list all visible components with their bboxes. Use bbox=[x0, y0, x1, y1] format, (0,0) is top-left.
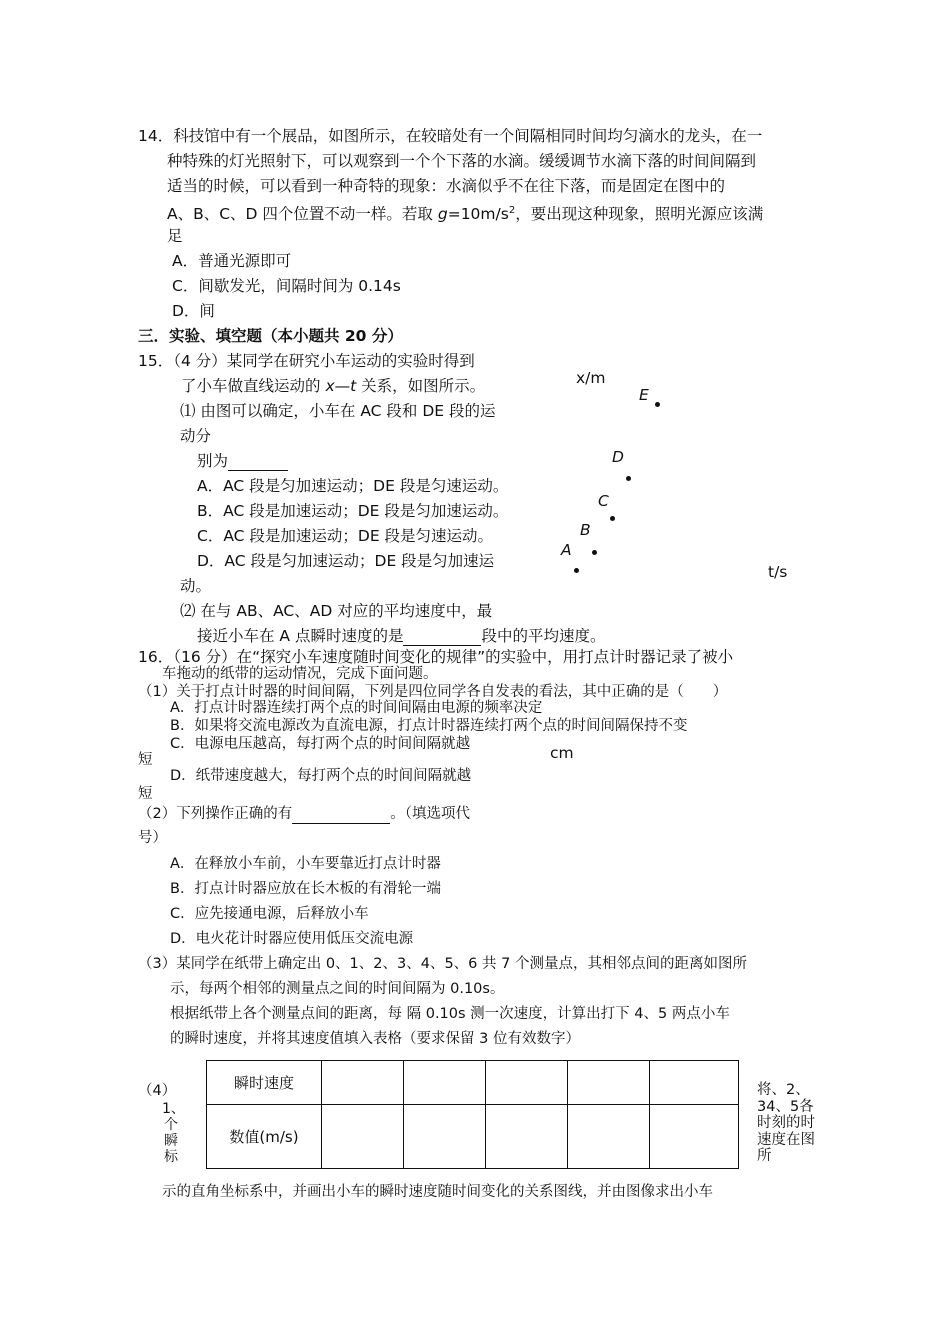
q16-line-1: 16．（16 分）在“探究小车速度随时间变化的规律”的实验中，用打点计时器记录了被小 bbox=[138, 648, 734, 666]
table-cell[interactable] bbox=[486, 1061, 568, 1105]
q15-option-a: A．AC 段是匀加速运动；DE 段是匀速运动。 bbox=[197, 477, 509, 495]
q16-p1-option-c: C．电源电压越高，每打两个点的时间间隔就越 bbox=[170, 736, 471, 752]
table-cell[interactable] bbox=[322, 1061, 404, 1105]
q16-part3-line-1: （3）某同学在纸带上确定出 0、1、2、3、4、5、6 共 7 个测量点，其相邻点间的距离如图所 bbox=[138, 956, 747, 972]
q16-part4-vertical: 1、个瞬标 bbox=[162, 1101, 185, 1165]
point-a bbox=[574, 568, 579, 573]
graph-y-label: x/m bbox=[576, 369, 606, 387]
q15-option-d-cont: 动。 bbox=[180, 577, 212, 595]
table-cell[interactable] bbox=[568, 1061, 650, 1105]
q16-p2-option-b: B．打点计时器应放在长木板的有滑轮一端 bbox=[170, 881, 441, 897]
answer-blank[interactable] bbox=[292, 807, 390, 824]
q15-part2-line-2: 接近小车在 A 点瞬时速度的是 段中的平均速度。 bbox=[197, 627, 606, 645]
point-d bbox=[626, 476, 631, 481]
q14-line-5: 足 bbox=[167, 227, 183, 245]
q14-option-d: D．间 bbox=[172, 302, 215, 320]
q15-line-1: 15．（4 分）某同学在研究小车运动的实验时得到 bbox=[138, 352, 475, 370]
point-a-label: A bbox=[561, 541, 572, 559]
answer-blank[interactable] bbox=[228, 454, 288, 471]
q14-line-1: 14．科技馆中有一个展品，如图所示，在较暗处有一个间隔相同时间均匀滴水的龙头，在一 bbox=[138, 127, 763, 145]
q15-option-b: B．AC 段是加速运动；DE 段是匀加速运动。 bbox=[197, 502, 509, 520]
table-cell[interactable] bbox=[322, 1105, 404, 1169]
q16-short-2: 短 bbox=[138, 786, 153, 802]
q16-p2-option-c: C．应先接通电源，后释放小车 bbox=[170, 906, 369, 922]
point-b bbox=[592, 550, 597, 555]
table-header-value: 数值(m/s) bbox=[207, 1105, 322, 1169]
point-e bbox=[655, 402, 660, 407]
q15-option-c: C．AC 段是加速运动；DE 段是匀速运动。 bbox=[197, 527, 494, 545]
q16-part4-last-line: 示的直角坐标系中，并画出小车的瞬时速度随时间变化的关系图线，并由图像求出小车 bbox=[162, 1184, 713, 1200]
q16-p1-option-a: A．打点计时器连续打两个点的时间间隔由电源的频率决定 bbox=[170, 700, 543, 716]
q16-part2-cont: 号） bbox=[138, 830, 167, 846]
q16-part3-line-4: 的瞬时速度，并将其速度值填入表格（要求保留 3 位有效数字） bbox=[170, 1031, 580, 1047]
q16-part1: （1）关于打点计时器的时间间隔，下列是四位同学各自发表的看法，其中正确的是（ ） bbox=[138, 684, 728, 700]
table-cell[interactable] bbox=[404, 1061, 486, 1105]
q15-part2-line-1: ⑵ 在与 AB、AC、AD 对应的平均速度中，最 bbox=[180, 602, 493, 620]
q15-part1-line-3: 别为 bbox=[197, 451, 288, 471]
q14-line-4: A、B、C、D 四个位置不动一样。若取 $g=10m/s^2$，要出现这种现象，照明光源应该满 bbox=[167, 205, 764, 224]
table-cell[interactable] bbox=[650, 1061, 739, 1105]
section-heading: 三．实验、填空题（本小题共 20 分） bbox=[138, 327, 403, 345]
point-c-label: C bbox=[598, 492, 609, 510]
q16-part2: （2）下列操作正确的有 。（填选项代 bbox=[138, 806, 470, 822]
point-e-label: E bbox=[639, 386, 649, 404]
q16-p1-option-d: D．纸带速度越大，每打两个点的时间间隔就越 bbox=[170, 768, 472, 784]
point-d-label: D bbox=[612, 448, 624, 466]
q15-part1-line-2: 动分 bbox=[180, 427, 212, 445]
q14-option-c: C．间歇发光，间隔时间为 0.14s bbox=[172, 277, 401, 295]
q14-line-2: 种特殊的灯光照射下，可以观察到一个个下落的水滴。缓缓调节水滴下落的时间间隔到 bbox=[167, 152, 757, 170]
table-cell[interactable] bbox=[650, 1105, 739, 1169]
point-b-label: B bbox=[580, 521, 591, 539]
velocity-table bbox=[206, 1060, 739, 1169]
table-cell[interactable] bbox=[568, 1105, 650, 1169]
answer-blank[interactable] bbox=[403, 629, 481, 646]
q15-part1-line-1: ⑴ 由图可以确定，小车在 AC 段和 DE 段的运 bbox=[180, 402, 496, 420]
table-cell[interactable] bbox=[486, 1105, 568, 1169]
q16-part4-label: （4） bbox=[138, 1083, 177, 1099]
q15-option-d: D．AC 段是匀加速运动；DE 段是匀加速运 bbox=[197, 552, 495, 570]
q16-p2-option-a: A．在释放小车前，小车要靠近打点计时器 bbox=[170, 856, 441, 872]
table-header-velocity: 瞬时速度 bbox=[207, 1061, 322, 1105]
q15-line-2: 了小车做直线运动的 x—t 关系，如图所示。 bbox=[181, 377, 486, 395]
q16-line-2: 车拖动的纸带的运动情况，完成下面问题。 bbox=[162, 666, 438, 682]
q16-part4-right: 将、2、34、5各时刻的时速度在图所 bbox=[757, 1082, 815, 1164]
cm-label: cm bbox=[550, 744, 574, 762]
q16-p1-option-b: B．如果将交流电源改为直流电源，打点计时器连续打两个点的时间间隔保持不变 bbox=[170, 718, 688, 734]
point-c bbox=[610, 516, 615, 521]
q16-part3-line-2: 示，每两个相邻的测量点之间的时间间隔为 0.10s。 bbox=[170, 981, 505, 997]
q14-option-a: A．普通光源即可 bbox=[172, 252, 292, 270]
q14-line-3: 适当的时候，可以看到一种奇特的现象：水滴似乎不在往下落，而是固定在图中的 bbox=[167, 177, 726, 195]
q16-p2-option-d: D．电火花计时器应使用低压交流电源 bbox=[170, 931, 414, 947]
graph-x-label: t/s bbox=[768, 563, 788, 581]
q16-short-1: 短 bbox=[138, 752, 153, 768]
table-cell[interactable] bbox=[404, 1105, 486, 1169]
q16-part3-line-3: 根据纸带上各个测量点间的距离，每 隔 0.10s 测一次速度，计算出打下 4、5 两点小车 bbox=[170, 1006, 730, 1022]
